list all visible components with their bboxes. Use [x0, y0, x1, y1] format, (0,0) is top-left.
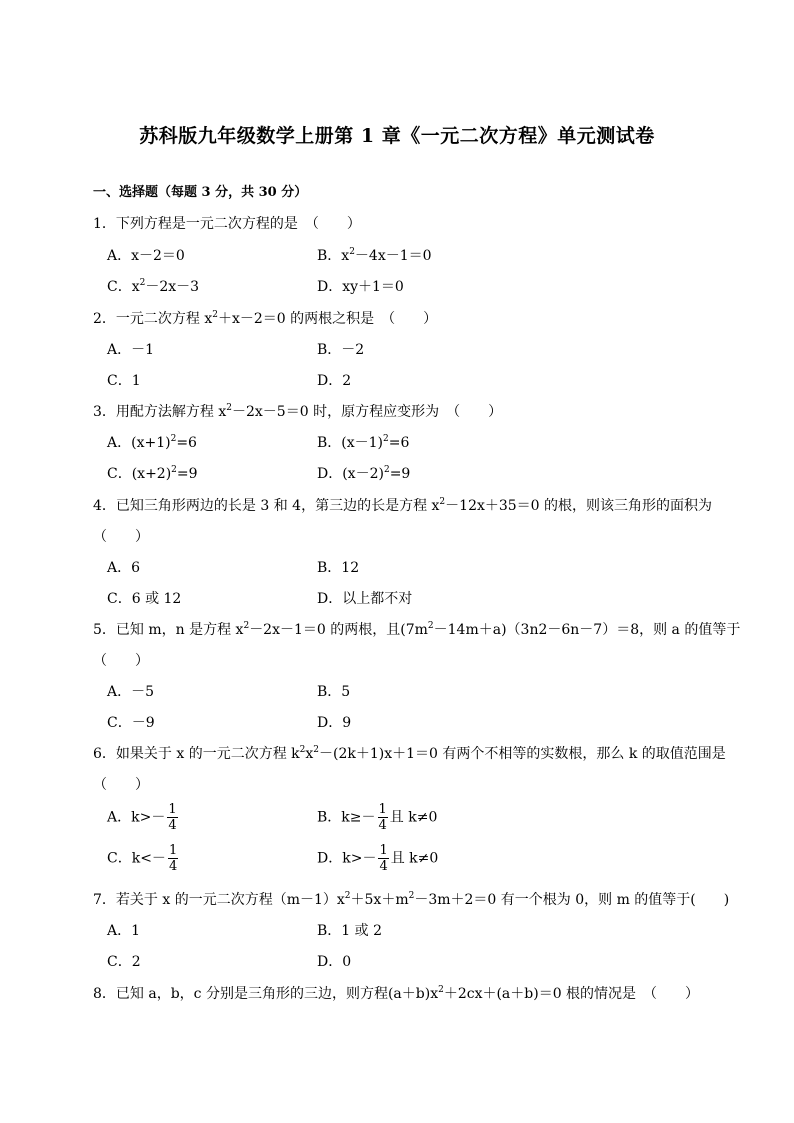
section-heading: 一、选择题（每题 3 分，共 30 分） [93, 185, 308, 200]
question-4-stem: 4．已知三角形两边的长是 3 和 4，第三边的长是方程 $x^2-12x+35=0$ 的根，则该三角形的面积为 [93, 497, 713, 514]
question-6-answer-bracket: （ ） [93, 777, 149, 793]
q5-option-b: B．5 [317, 684, 351, 700]
q6-option-c: C．k<－ $\frac{1}{4}$ [107, 843, 178, 874]
q7-option-b: B．1 或 2 [317, 923, 383, 939]
q7-option-a: A．1 [107, 923, 141, 939]
q3-option-a: A．$(x+1)^2=6$ [107, 434, 197, 451]
q1-option-a: A．x－2＝0 [107, 248, 185, 264]
q4-option-a: A．6 [107, 560, 141, 576]
q2-option-c: C．1 [107, 373, 141, 389]
q1-option-c: C．$x^2-2x-3$ [107, 278, 200, 295]
fraction: $\frac{1}{4}$ [168, 843, 178, 874]
fraction: $\frac{1}{4}$ [379, 843, 388, 874]
question-5-answer-bracket: （ ） [93, 653, 149, 669]
question-7-stem: 7．若关于 x 的一元二次方程$(m-1)x^2+5x+m^2-3m+2=0$ 有一个根为 0，则 m 的值等于( ) [93, 891, 730, 908]
question-1-stem: 1．下列方程是一元二次方程的是 （ ） [93, 216, 361, 232]
q5-option-c: C．－9 [107, 715, 155, 731]
q4-option-c: C．6 或 12 [107, 591, 182, 607]
question-4-answer-bracket: （ ） [93, 529, 149, 545]
q2-option-d: D．2 [317, 373, 352, 389]
q3-option-b: B．$(x-1)^2=6$ [317, 434, 410, 451]
q5-option-d: D．9 [317, 715, 352, 731]
q1-option-d: D．xy＋1＝0 [317, 279, 404, 295]
q4-option-d: D．以上都不对 [317, 591, 413, 607]
q6-option-b: B．k≥－ $\frac{1}{4}$ 且 k≠0 [317, 802, 438, 833]
q4-option-b: B．12 [317, 560, 360, 576]
q2-option-b: B．－2 [317, 342, 365, 358]
question-5-stem: 5．已知 m，n 是方程 $x^2-2x-1=0$ 的两根，且$(7m^2-14m+a)(3n2-6n-7)=8$，则 a 的值等于 [93, 621, 741, 638]
q6-option-d: D．k>－ $\frac{1}{4}$ 且 k≠0 [317, 843, 439, 874]
q2-option-a: A．－1 [107, 342, 155, 358]
q1-option-b: B．$x^2-4x-1=0$ [317, 247, 432, 264]
q3-option-d: D．$(x-2)^2=9$ [317, 465, 411, 482]
page-title: 苏科版九年级数学上册第 1 章《一元二次方程》单元测试卷 [139, 125, 655, 147]
q6-option-a: A．k>－ $\frac{1}{4}$ [107, 802, 177, 833]
question-3-stem: 3．用配方法解方程 $x^2-2x-5=0$ 时，原方程应变形为 （ ） [93, 403, 503, 420]
q7-option-d: D．0 [317, 954, 352, 970]
fraction: $\frac{1}{4}$ [168, 802, 177, 833]
question-2-stem: 2．一元二次方程 $x^2+x-2=0$ 的两根之积是 （ ） [93, 310, 438, 327]
question-6-stem: 6．如果关于 x 的一元二次方程 $k^2x^2-(2k+1)x+1=0$ 有两个不相等的实数根，那么 k 的取值范围是 [93, 745, 726, 762]
fraction: $\frac{1}{4}$ [378, 802, 387, 833]
q3-option-c: C．$(x+2)^2=9$ [107, 465, 198, 482]
q7-option-c: C．2 [107, 954, 141, 970]
q5-option-a: A．－5 [107, 684, 155, 700]
question-8-stem: 8．已知 a，b，c 分别是三角形的三边，则方程$(a+b)x^2+2cx+(a+b)=0$ 根的情况是 （ ） [93, 985, 700, 1002]
